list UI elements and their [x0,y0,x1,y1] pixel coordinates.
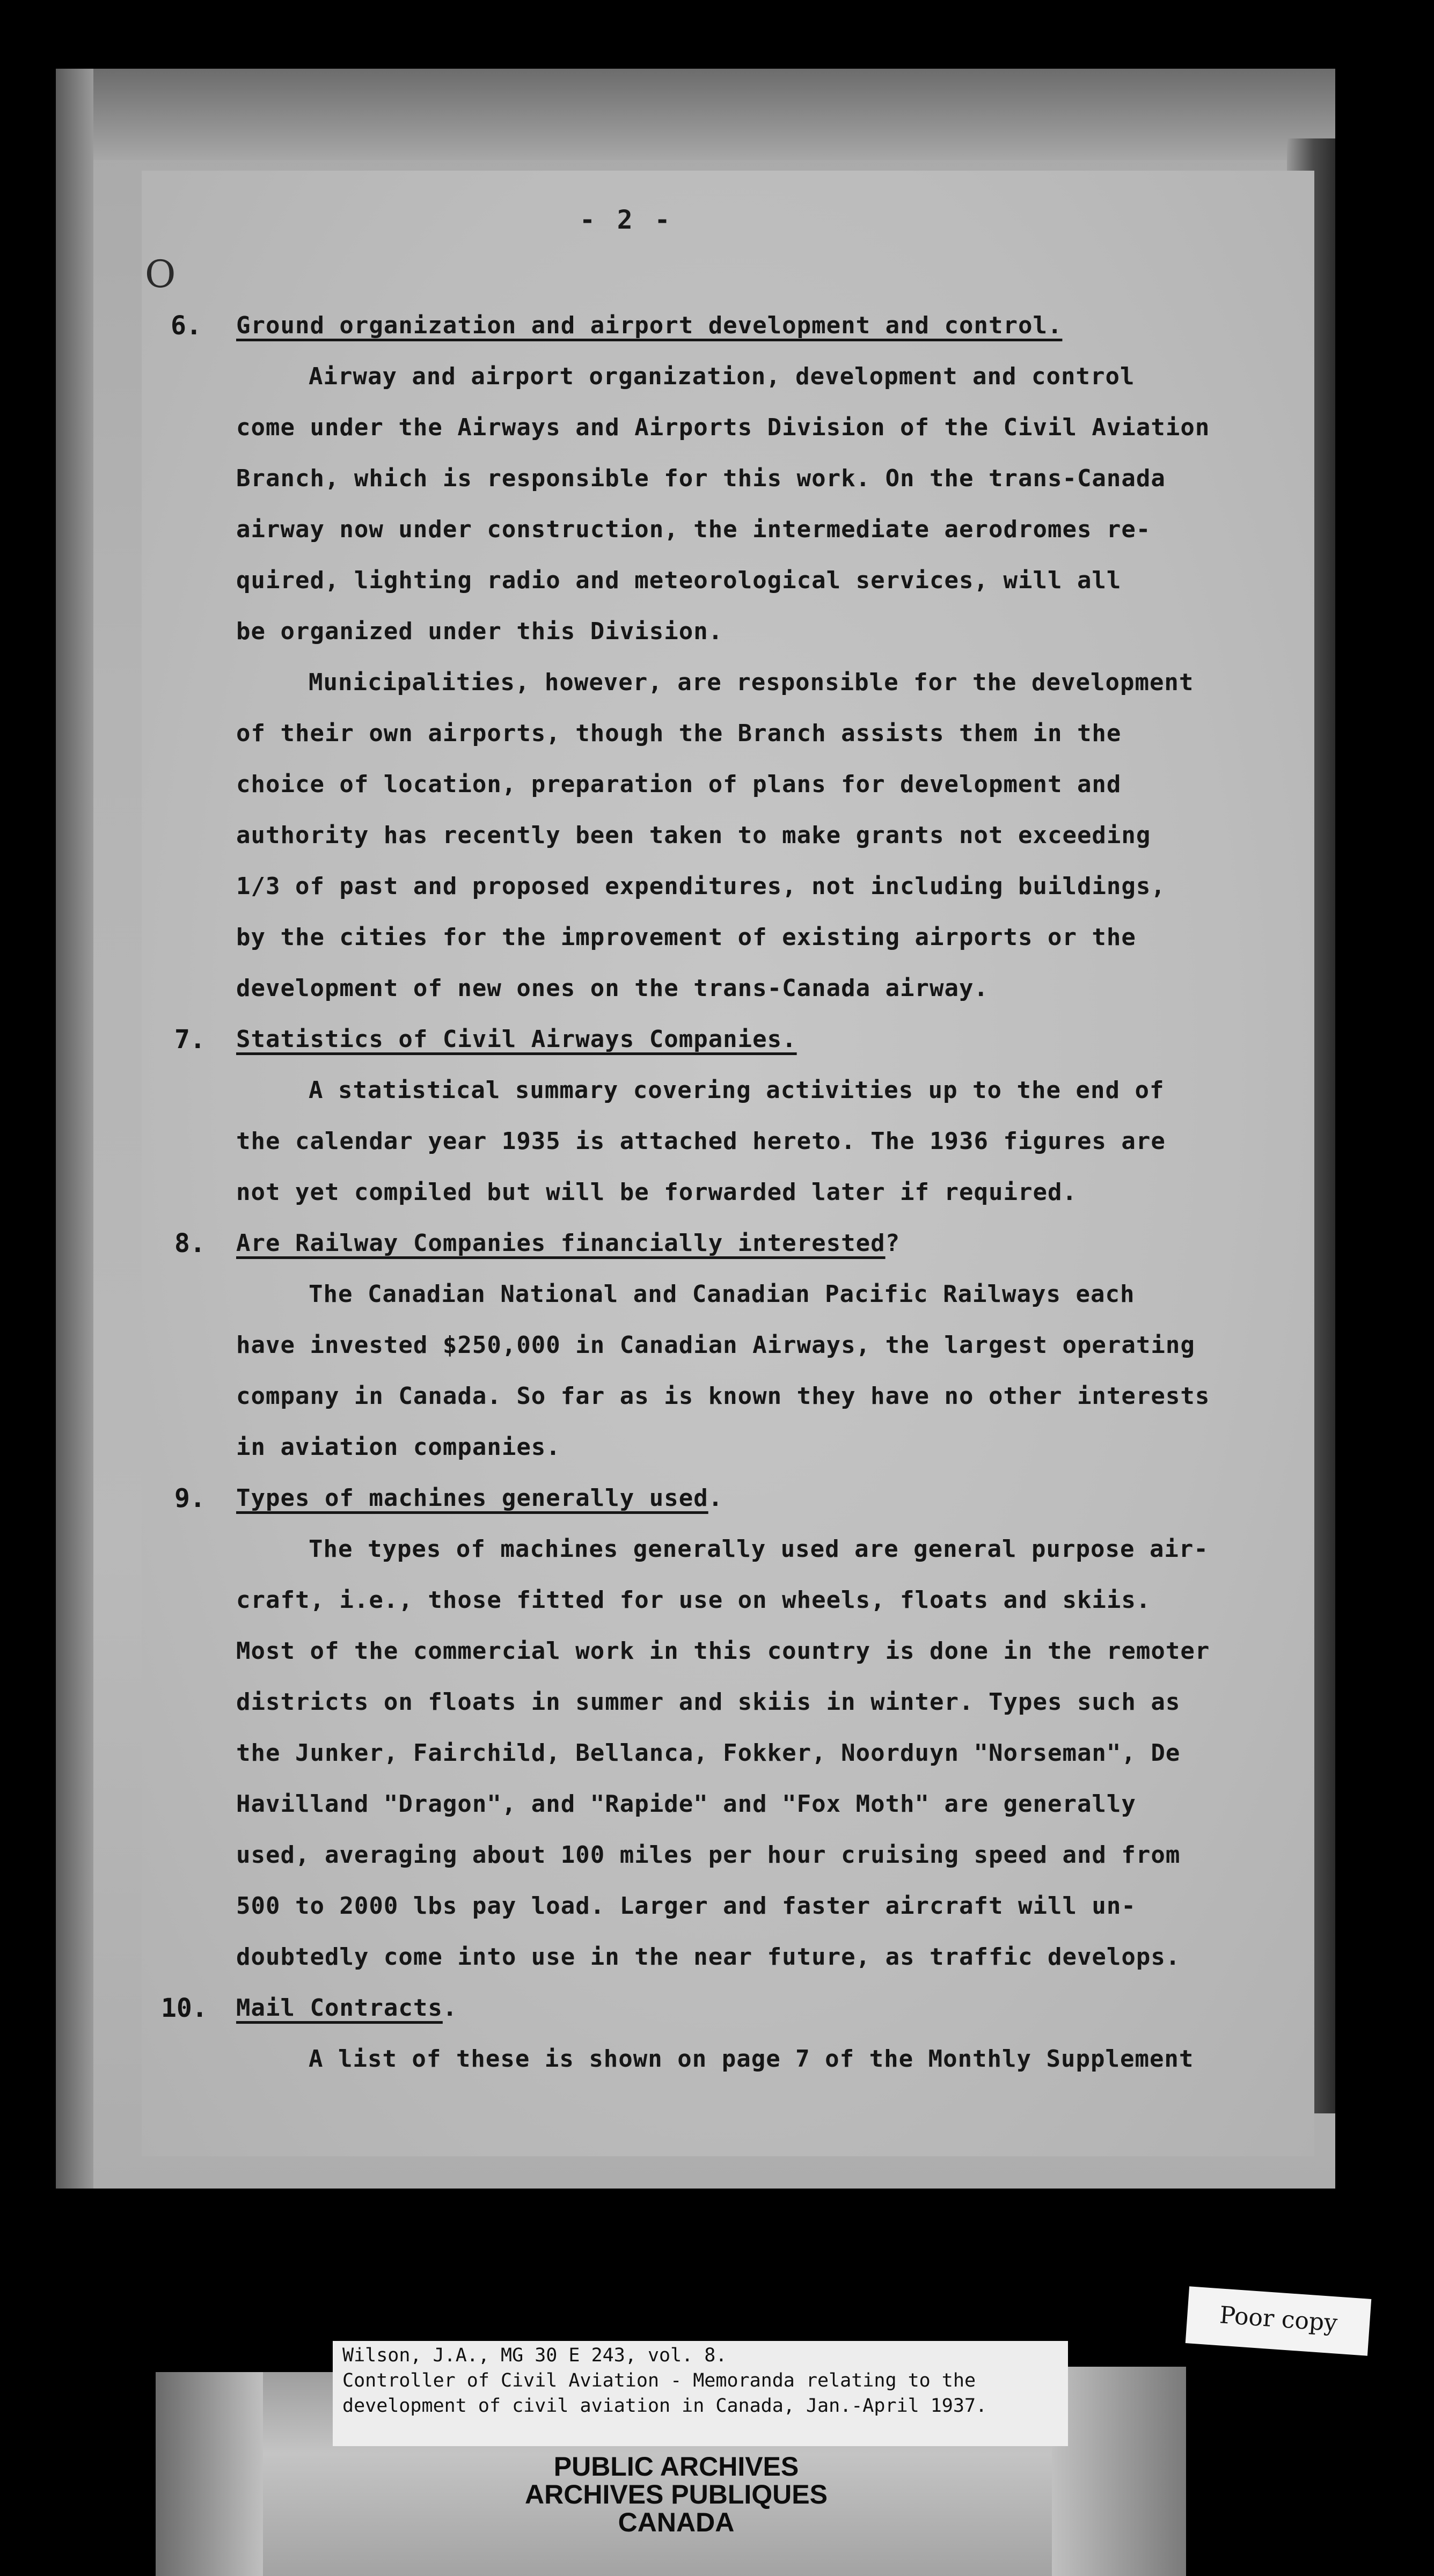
text-line: by the cities for the improvement of existing airports or the [236,924,1136,951]
citation-line: Controller of Civil Aviation - Memoranda relating to the [342,2370,976,2391]
section-number: 10. [161,1993,208,2023]
text-line: districts on floats in summer and skiis in winter. Types such as [236,1688,1181,1716]
text-line: development of new ones on the trans-Canada airway. [236,975,989,1002]
text-line: authority has recently been taken to make grants not exceeding [236,822,1151,849]
page-left-edge [56,69,93,2189]
archives-line-en: PUBLIC ARCHIVES [553,2451,799,2482]
text-line: Municipalities, however, are responsible for the development [309,669,1194,696]
corner-mark: O [145,252,176,296]
text-line: craft, i.e., those fitted for use on wheels, floats and skiis. [236,1586,1151,1614]
text-line: Airway and airport organization, development and control [309,363,1135,390]
section-heading [236,1983,457,2033]
section-heading-text: Mail Contracts [236,1994,443,2022]
section-number: 6. [171,311,202,341]
text-line: have invested $250,000 in Canadian Airways, the largest operating [236,1331,1195,1359]
text-line: Most of the commercial work in this country is done in the remoter [236,1637,1210,1665]
strip-right-shadow [1052,2367,1186,2576]
strip-left-shadow [156,2372,263,2576]
section-heading-text: Are Railway Companies financially interested [236,1230,886,1257]
text-line: used, averaging about 100 miles per hour cruising speed and from [236,1841,1181,1869]
section-heading [236,1218,900,1269]
page-top-shadow [56,69,1335,160]
text-line: Havilland "Dragon", and "Rapide" and "Fox Moth" are generally [236,1790,1136,1818]
text-line: doubtedly come into use in the near future, as traffic develops. [236,1943,1181,1971]
section-heading-suffix: . [442,1994,458,2022]
text-line: the calendar year 1935 is attached hereto. The 1936 figures are [236,1128,1166,1155]
text-line: of their own airports, though the Branch assists them in the [236,720,1122,747]
archives-line-fr: ARCHIVES PUBLIQUES [525,2479,828,2509]
section-heading [236,1473,723,1524]
archives-stamp [472,2453,880,2536]
archives-line-country: CANADA [618,2507,735,2537]
citation-label [333,2341,1068,2446]
citation-line: development of civil aviation in Canada, Jan.-April 1937. [342,2395,987,2417]
text-line: the Junker, Fairchild, Bellanca, Fokker, Noorduyn "Norseman", De [236,1739,1181,1767]
text-line: come under the Airways and Airports Division of the Civil Aviation [236,414,1210,441]
section-heading-text: Types of machines generally used [236,1484,708,1512]
text-line: not yet compiled but will be forwarded later if required. [236,1179,1077,1206]
poor-copy-note: Poor copy [1186,2286,1372,2355]
text-line: 500 to 2000 lbs pay load. Larger and faster aircraft will un- [236,1892,1136,1920]
section-heading-suffix: . [708,1484,723,1512]
section-number: 8. [174,1228,206,1258]
text-line: quired, lighting radio and meteorological services, will all [236,567,1122,594]
text-line: A statistical summary covering activities up to the end of [309,1077,1165,1104]
text-line: The types of machines generally used are general purpose air- [309,1535,1209,1563]
text-line: airway now under construction, the intermediate aerodromes re- [236,516,1151,543]
text-line: 1/3 of past and proposed expenditures, not including buildings, [236,873,1166,900]
text-line: A list of these is shown on page 7 of the Monthly Supplement [309,2045,1194,2073]
text-line: choice of location, preparation of plans for development and [236,771,1122,798]
section-number: 7. [174,1024,206,1055]
section-heading-suffix: ? [885,1230,901,1257]
citation-line: Wilson, J.A., MG 30 E 243, vol. 8. [342,2345,727,2366]
section-heading: Statistics of Civil Airways Companies. [236,1026,797,1053]
text-line: The Canadian National and Canadian Pacific Railways each [309,1280,1135,1308]
section-number: 9. [174,1483,206,1513]
text-line: be organized under this Division. [236,618,723,645]
text-line: Branch, which is responsible for this work. On the trans-Canada [236,465,1166,492]
page-number: - 2 - [580,205,674,235]
section-heading: Ground organization and airport development and control. [236,312,1063,339]
text-line: company in Canada. So far as is known they have no other interests [236,1382,1210,1410]
text-line: in aviation companies. [236,1433,561,1461]
